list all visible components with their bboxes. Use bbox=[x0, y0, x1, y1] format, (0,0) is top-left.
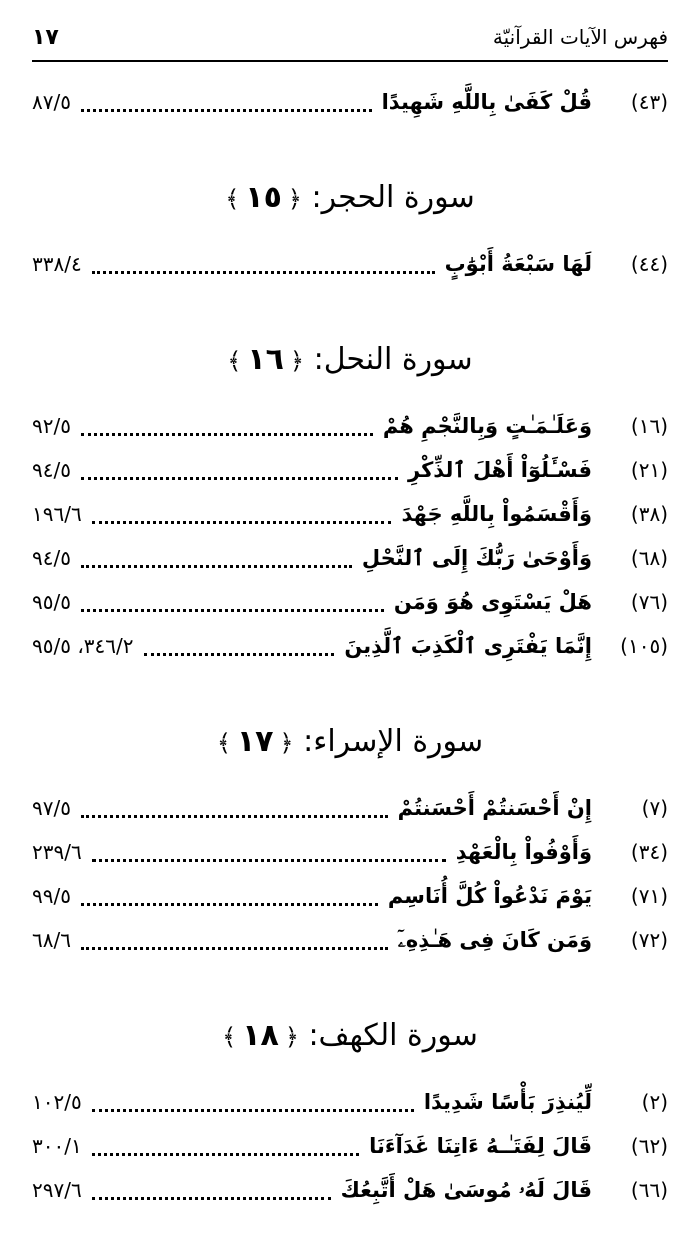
verse-number: (٦٦) bbox=[630, 1178, 668, 1202]
verse-text: قَالَ لَهُۥ مُوسَىٰ هَلْ أَتَّبِعُكَ bbox=[340, 1177, 592, 1202]
verse-number: (٧) bbox=[641, 796, 668, 820]
index-entry bbox=[32, 404, 668, 448]
verse-number: (٦٨) bbox=[630, 546, 668, 570]
index-entry bbox=[32, 580, 668, 624]
page-reference: ١٩٦/٦ bbox=[32, 502, 82, 526]
verse-number: (١٦) bbox=[630, 414, 668, 438]
section-continuation bbox=[32, 80, 668, 124]
verse-text: قَالَ لِفَتَـٰـهُ ءَاتِنَا غَدَآءَنَا bbox=[369, 1134, 592, 1158]
verse-text: يَوْمَ نَدْعُواْ كُلَّ أُنَاسِم bbox=[387, 884, 592, 908]
verse-text: وَمَن كَانَ فِى هَـٰذِهِۦٓ bbox=[397, 927, 592, 952]
dot-leader bbox=[92, 520, 392, 524]
ornate-bracket-open: ﴿ bbox=[289, 347, 305, 375]
verse-text: وَعَلَـٰمَـٰتٍ وَبِالنَّجْمِ هُمْ bbox=[382, 414, 592, 438]
dot-leader bbox=[92, 1152, 359, 1156]
dot-leader bbox=[92, 1196, 331, 1200]
dot-leader bbox=[81, 564, 352, 568]
index-entry bbox=[32, 536, 668, 580]
page-reference: ٨٧/٥ bbox=[32, 90, 71, 114]
index-entry bbox=[32, 918, 668, 962]
verse-number: (٤٣) bbox=[630, 90, 668, 114]
index-entry bbox=[32, 1080, 668, 1124]
index-content bbox=[32, 74, 668, 1256]
verse-number: (١٠٥) bbox=[620, 634, 668, 658]
page-reference: ٩٩/٥ bbox=[32, 884, 71, 908]
verse-text: إِنَّمَا يَفْتَرِى ٱلْكَذِبَ ٱلَّذِينَ bbox=[344, 634, 592, 658]
verse-text: وَأَوْحَىٰ رَبُّكَ إِلَى ٱلنَّحْلِ bbox=[361, 546, 592, 570]
verse-number: (٢) bbox=[641, 1090, 668, 1114]
section-surah-kahf bbox=[32, 1006, 668, 1212]
section-surah-isra bbox=[32, 712, 668, 962]
page-reference: ٩٢/٥ bbox=[32, 414, 71, 438]
surah-heading bbox=[32, 330, 668, 390]
ornate-bracket-close: ﴾ bbox=[227, 347, 242, 375]
dot-leader bbox=[144, 652, 335, 656]
dot-leader bbox=[81, 946, 388, 950]
ornate-bracket-close: ﴾ bbox=[222, 1023, 237, 1051]
page-header bbox=[32, 18, 668, 56]
dot-leader bbox=[81, 108, 372, 112]
ornate-bracket-open: ﴿ bbox=[284, 1023, 299, 1051]
surah-number: ١٨ bbox=[242, 1018, 279, 1053]
ornate-bracket-close: ﴾ bbox=[216, 729, 231, 757]
index-entry bbox=[32, 242, 668, 286]
verse-number: (٧٦) bbox=[630, 590, 668, 614]
page-reference: ٩٤/٥ bbox=[32, 546, 71, 570]
verse-text: وَأَقْسَمُواْ بِاللَّهِ جَهْدَ bbox=[401, 502, 592, 526]
verse-number: (٣٨) bbox=[630, 502, 668, 526]
verse-number: (٦٢) bbox=[630, 1134, 668, 1158]
index-entry bbox=[32, 80, 668, 124]
page-reference: ٣٣٨/٤ bbox=[32, 252, 82, 276]
verse-text: لِّيُنذِرَ بَأْسًا شَدِيدًا bbox=[423, 1090, 592, 1114]
verse-number: (٧١) bbox=[630, 884, 668, 908]
ornate-bracket-close: ﴾ bbox=[225, 185, 240, 213]
page-reference: ٦٨/٦ bbox=[32, 928, 71, 952]
dot-leader bbox=[81, 476, 398, 480]
surah-number: ١٦ bbox=[247, 342, 284, 377]
section-surah-nahl bbox=[32, 330, 668, 668]
index-entry bbox=[32, 624, 668, 668]
surah-name: سورة النحل: bbox=[313, 342, 473, 377]
surah-number: ١٧ bbox=[236, 724, 274, 759]
index-entry bbox=[32, 492, 668, 536]
dot-leader bbox=[92, 270, 435, 274]
dot-leader bbox=[81, 608, 384, 612]
surah-name: سورة الكهف: bbox=[308, 1018, 478, 1053]
ornate-bracket-open: ﴿ bbox=[279, 729, 294, 757]
verse-number: (٤٤) bbox=[630, 252, 668, 276]
ornate-bracket-open: ﴿ bbox=[287, 185, 302, 213]
page-reference: ٩٤/٥ bbox=[32, 458, 71, 482]
verse-text: فَسْـَٔلُوٓاْ أَهْلَ ٱلذِّكْرِ bbox=[408, 458, 592, 482]
verse-text: لَهَا سَبْعَةُ أَبْوَٰبٍ bbox=[444, 252, 592, 276]
index-entry bbox=[32, 448, 668, 492]
surah-heading bbox=[32, 1006, 668, 1066]
index-entry bbox=[32, 874, 668, 918]
verse-text: إِنْ أَحْسَنتُمْ أَحْسَنتُمْ bbox=[397, 796, 592, 820]
verse-text: وَأَوْفُواْ بِالْعَهْدِ bbox=[455, 840, 592, 864]
page-reference: ٢٣٩/٦ bbox=[32, 840, 82, 864]
verse-text: قُلْ كَفَىٰ بِاللَّهِ شَهِيدًا bbox=[381, 90, 592, 114]
dot-leader bbox=[81, 902, 378, 906]
surah-heading bbox=[32, 712, 668, 772]
index-entry bbox=[32, 786, 668, 830]
page-reference: ٣٤٦/٢، ٩٥/٥ bbox=[32, 634, 134, 658]
page-reference: ٩٧/٥ bbox=[32, 796, 71, 820]
index-entry bbox=[32, 1124, 668, 1168]
index-entry bbox=[32, 830, 668, 874]
dot-leader bbox=[92, 858, 446, 862]
page-reference: ٢٩٧/٦ bbox=[32, 1178, 82, 1202]
running-title: فهرس الآيات القرآنيّة bbox=[492, 25, 668, 49]
header-rule bbox=[32, 60, 668, 62]
dot-leader bbox=[81, 814, 388, 818]
verse-number: (٧٢) bbox=[630, 928, 668, 952]
page-reference: ٣٠٠/١ bbox=[32, 1134, 82, 1158]
verse-number: (٢١) bbox=[630, 458, 668, 482]
surah-name: سورة الحجر: bbox=[311, 180, 475, 215]
verse-text: هَلْ يَسْتَوِى هُوَ وَمَن bbox=[393, 590, 592, 614]
verse-number: (٣٤) bbox=[630, 840, 668, 864]
dot-leader bbox=[92, 1108, 414, 1112]
surah-heading bbox=[32, 168, 668, 228]
page-number: ١٧ bbox=[32, 24, 59, 50]
page-reference: ٩٥/٥ bbox=[32, 590, 71, 614]
section-surah-hijr bbox=[32, 168, 668, 286]
surah-number: ١٥ bbox=[245, 180, 282, 215]
dot-leader bbox=[81, 432, 373, 436]
index-entry bbox=[32, 1168, 668, 1212]
page-reference: ١٠٢/٥ bbox=[32, 1090, 82, 1114]
surah-name: سورة الإسراء: bbox=[303, 724, 484, 759]
